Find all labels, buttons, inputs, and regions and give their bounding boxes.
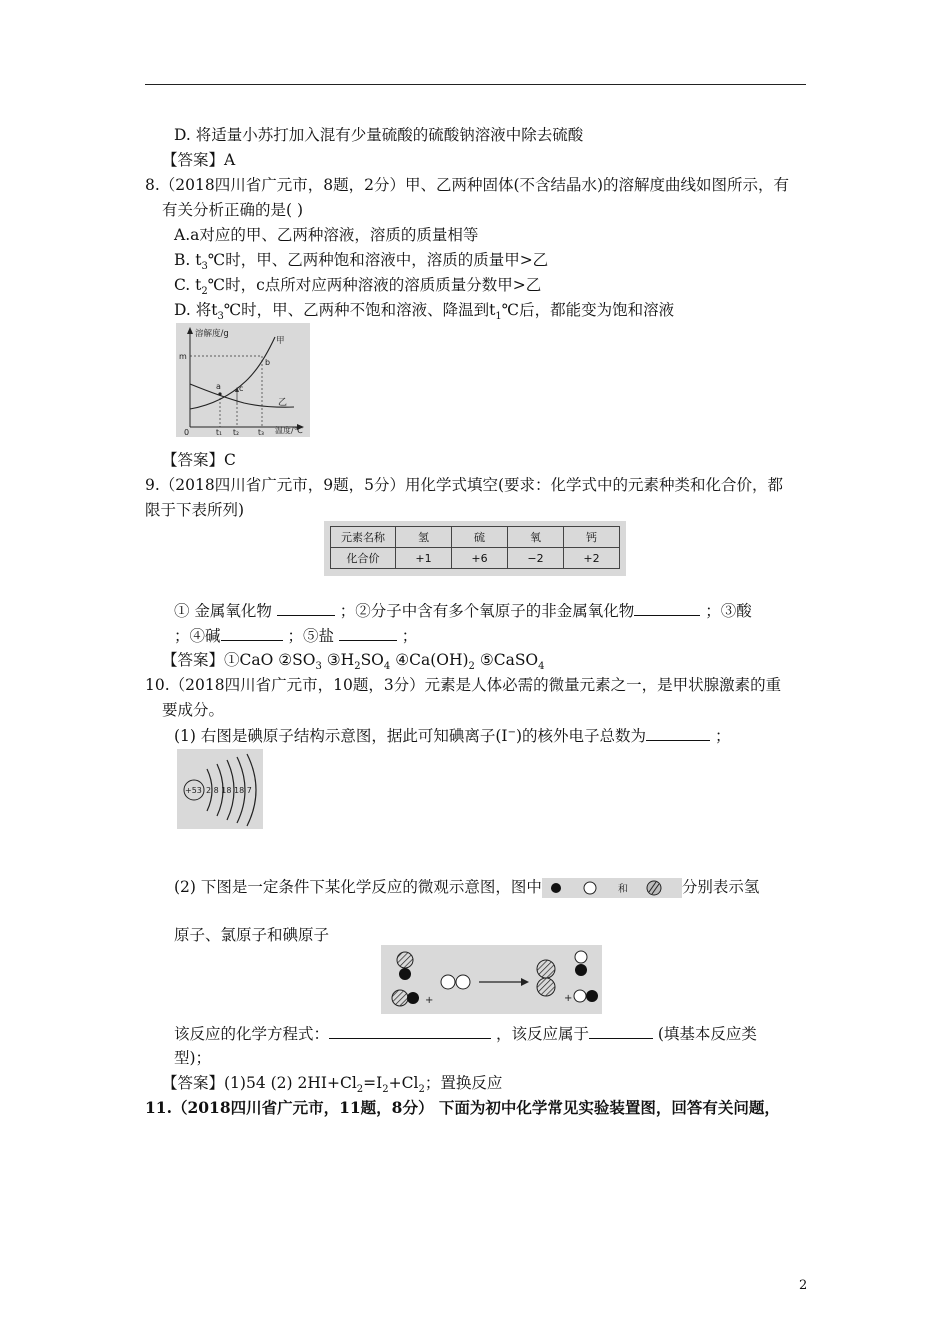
answer-blank[interactable]: [339, 624, 397, 641]
atom-legend: [542, 878, 682, 898]
legend-and-label: 和: [617, 884, 628, 895]
reaction-diagram: [381, 945, 602, 1014]
q9-stem-line2: 限于下表所列): [145, 501, 245, 519]
origin-label: 0: [184, 428, 190, 437]
q9-answer: 【答案】①CaO $②SO_3$ $③H_2SO_4$ $④Ca(OH)_2$ ⑤CaSO$_4$: [162, 651, 545, 673]
y-axis-label: 溶解度/g: [195, 329, 229, 339]
cl2-molecule: [441, 975, 470, 989]
valence-table-cell: 元素名称: [331, 527, 396, 548]
q10-part2-line2: 原子、氯原子和碘原子: [174, 926, 330, 944]
x-axis-label: 温度/℃: [275, 426, 303, 435]
iodine-atom-diagram: [177, 749, 263, 829]
point-a: [218, 392, 221, 395]
svg-text:+: +: [564, 993, 573, 1004]
q10-part1: (1) 右图是碘原子结构示意图，据此可知碘离子(I−)的核外电子总数为 ；: [174, 724, 730, 747]
answer-blank[interactable]: [221, 624, 283, 641]
valence-table-cell: +1: [396, 548, 452, 569]
i2-molecule: [537, 960, 555, 996]
x-tick-t2: t₂: [233, 428, 239, 437]
answer-blank[interactable]: [589, 1022, 653, 1039]
valence-table-cell: 钙: [564, 527, 620, 548]
series-jia-label: 甲: [276, 336, 285, 346]
answer-blank[interactable]: [646, 724, 710, 741]
solubility-chart: [176, 323, 310, 437]
series-yi-label: 乙: [278, 398, 288, 408]
x-tick-t1: t₁: [216, 428, 222, 437]
point-c-label: c: [239, 384, 244, 393]
q9-stem-line1: 9.（2018四川省广元市，9题，5分）用化学式填空(要求：化学式中的元素种类和化合价，都: [145, 476, 784, 494]
valence-table-cell: −2: [508, 548, 564, 569]
q10-part2: (2) 下图是一定条件下某化学反应的微观示意图，图中 和 分别表示氢: [174, 878, 760, 896]
hcl-molecule-bottom: [574, 990, 598, 1002]
q10-answer: 【答案】(1)54 (2) $2HI+Cl_2=I_2+Cl_2$；置换反应: [162, 1074, 503, 1096]
valence-table-value-row: [331, 548, 620, 569]
q8-answer: 【答案】C: [162, 451, 236, 469]
q7-answer: 【答案】A: [162, 151, 236, 169]
iodine-atom-icon: [647, 881, 661, 895]
q8-option-d: D. 将$t_3℃$时，甲、乙两种不饱和溶液、降温到$t_1℃$后，都能变为饱和溶液: [174, 301, 675, 323]
valence-table-cell: +6: [452, 548, 508, 569]
q9-fill-line1: ① 金属氧化物 ；②分子中含有多个氧原子的非金属氧化物 ；③酸: [174, 599, 752, 622]
valence-table-cell: 氢: [396, 527, 452, 548]
hi-molecule-bottom: [392, 990, 419, 1006]
q11-stem: 11.（2018四川省广元市，11题，8分） 下面为初中化学常见实验装置图，回答有关问题，: [145, 1098, 780, 1117]
q8-option-b: B. $t_3℃$时，甲、乙两种饱和溶液中，溶质的质量甲>乙: [174, 251, 549, 273]
hcl-molecule-top: [575, 951, 587, 976]
page-number: 2: [799, 1278, 808, 1293]
answer-blank[interactable]: [634, 599, 700, 616]
q9-fill-line2: ；④碱 ；⑤盐 ；: [174, 624, 417, 647]
q7-option-d: D. 将适量小苏打加入混有少量硫酸的硫酸钠溶液中除去硫酸: [174, 126, 584, 144]
hi-molecule-top: [397, 952, 413, 980]
point-b-label: b: [265, 358, 271, 367]
valence-table-header-row: [331, 527, 620, 548]
q10-stem-line1: 10.（2018四川省广元市，10题，3分）元素是人体必需的微量元素之一，是甲状腺激素的重: [145, 676, 782, 694]
x-tick-t3: t₃: [258, 428, 264, 437]
valence-table-cell: 氧: [508, 527, 564, 548]
svg-text:+: +: [425, 995, 434, 1006]
q10-equation-line2: 型)；: [174, 1049, 212, 1067]
chlorine-atom-icon: [584, 882, 596, 894]
q8-stem-line1: 8.（2018四川省广元市，8题，2分）甲、乙两种固体(不含结晶水)的溶解度曲线如图所示，有: [145, 176, 790, 194]
point-a-label: a: [216, 382, 221, 391]
nucleus-label: +53: [185, 786, 202, 795]
valence-table-cell: 硫: [452, 527, 508, 548]
answer-blank[interactable]: [329, 1022, 491, 1039]
answer-blank[interactable]: [277, 599, 335, 616]
valence-table-cell: +2: [564, 548, 620, 569]
q10-stem-line2: 要成分。: [162, 701, 225, 719]
q8-option-c: C. $t_2℃$时，c点所对应两种溶液的溶质质量分数甲>乙: [174, 276, 542, 298]
header-rule: [145, 84, 806, 85]
electron-shells-label: 2 8 18 18 7: [206, 786, 252, 795]
q10-equation-line1: 该反应的化学方程式： ，该反应属于 (填基本反应类: [174, 1022, 757, 1045]
valence-table-cell: 化合价: [331, 548, 396, 569]
hydrogen-atom-icon: [551, 883, 561, 893]
q8-stem-line2: 有关分析正确的是( ): [162, 201, 304, 219]
q8-option-a: A.a对应的甲、乙两种溶液，溶质的质量相等: [174, 226, 479, 244]
valence-table: [324, 521, 626, 576]
y-tick-m: m: [179, 352, 187, 361]
